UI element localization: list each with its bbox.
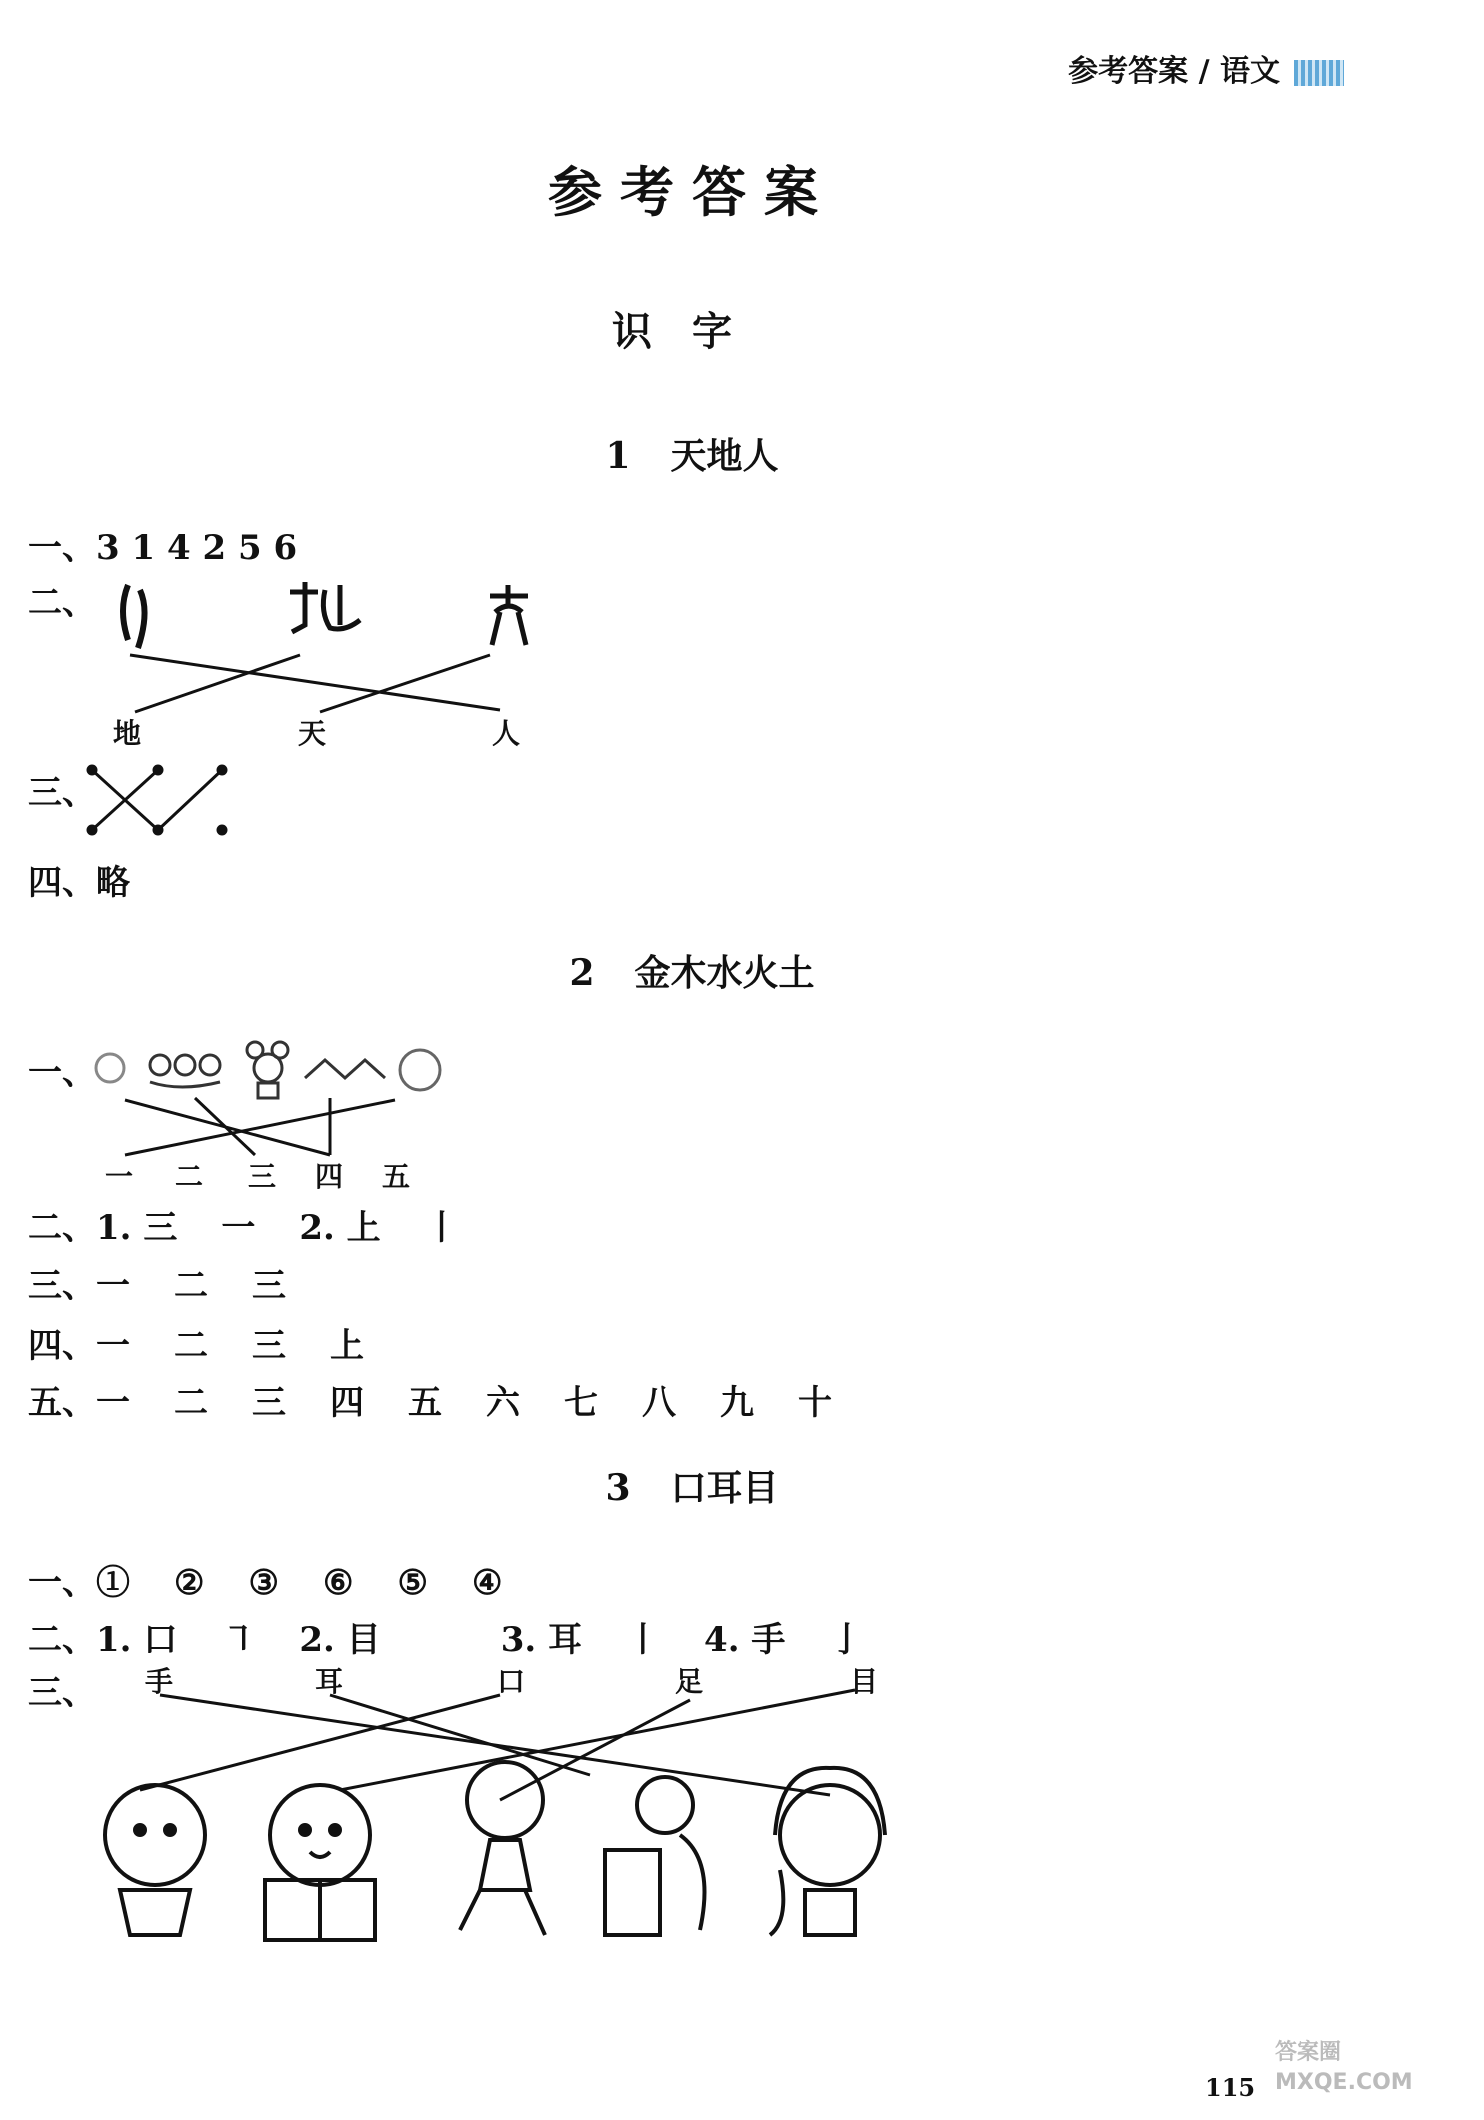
children-illustrations — [105, 1762, 885, 1940]
watermark-url: MXQE.COM — [1275, 2070, 1413, 2095]
lesson2-q1-bottom-0: 一 — [105, 1160, 134, 1193]
answer-part: 二、1. 口 — [28, 1620, 178, 1660]
watermark — [1275, 2038, 1413, 2098]
lesson1-q1: 一、3 1 4 2 5 6 — [28, 528, 298, 568]
answer-part: 丨 — [424, 1208, 459, 1248]
answer-part: 七 — [564, 1383, 598, 1423]
answer-part: 上 — [330, 1326, 364, 1366]
answer-part: ② — [174, 1563, 205, 1603]
lesson3-q3-top-3: 足 — [675, 1665, 704, 1698]
lesson-name: 金木水火土 — [634, 952, 815, 994]
lesson1-q3-label: 三、 — [28, 773, 96, 813]
lesson3-q3-top-1: 耳 — [315, 1665, 344, 1698]
lesson3-q3-top-4: 目 — [850, 1665, 879, 1698]
lesson2-q1-lines — [125, 1098, 395, 1155]
lesson2-q3 — [28, 1258, 286, 1307]
answer-part: 三、一 — [28, 1266, 130, 1306]
lesson2-q1-bottom-1: 二 — [175, 1160, 204, 1193]
answer-part: 二 — [174, 1326, 208, 1366]
lesson2-q1-bottom-2: 三 — [248, 1160, 277, 1193]
lesson-name: 天地人 — [670, 435, 779, 477]
answer-part: ④ — [471, 1563, 503, 1603]
lesson1-q4: 四、略 — [28, 863, 130, 903]
lesson-2-title — [0, 945, 1384, 996]
answer-part: 四 — [330, 1383, 364, 1423]
answer-part: ㇕ — [221, 1620, 256, 1660]
lesson1-q2-bottom-1: 天 — [298, 717, 327, 750]
watermark-text: 答案圈 — [1275, 2040, 1342, 2065]
lesson1-q3-cross — [88, 766, 226, 834]
section-subtitle: 识字 — [612, 308, 772, 355]
lesson3-q3-lines — [140, 1690, 855, 1800]
answer-part: 二 — [174, 1266, 208, 1306]
lesson-3-title — [0, 1460, 1384, 1511]
answer-part: 2. 目 — [299, 1620, 381, 1660]
lesson1-q2-bottom-2: 人 — [492, 717, 521, 750]
answer-part: ⑥ — [322, 1563, 354, 1603]
ancient-di-glyph — [290, 582, 360, 632]
answer-part: 4. 手 — [704, 1620, 786, 1660]
answer-part: 五、一 — [28, 1383, 130, 1423]
lesson2-q1-pictures — [96, 1042, 440, 1098]
lesson2-q1-label: 一、 — [28, 1053, 96, 1093]
lesson1-q2-bottom-0: 地 — [113, 717, 142, 750]
lesson1-q2-label: 二、 — [28, 583, 96, 623]
lesson2-q1-bottom-4: 五 — [382, 1160, 411, 1193]
ancient-ren-glyph — [123, 585, 145, 648]
header-text: 参考答案 / 语文 — [1068, 54, 1280, 89]
lesson2-q2 — [28, 1200, 459, 1249]
answer-part: ⑤ — [397, 1563, 428, 1603]
answer-part: 四、一 — [28, 1326, 130, 1366]
lesson3-q1 — [28, 1555, 502, 1604]
answer-part: 六 — [486, 1383, 520, 1423]
lesson3-q2 — [28, 1612, 863, 1661]
answer-part: 三 — [252, 1266, 286, 1306]
page-number: 115 — [1205, 2073, 1256, 2102]
answer-part: 3. 耳 — [500, 1620, 583, 1660]
answer-part: ③ — [248, 1563, 279, 1603]
answer-part: 三 — [252, 1383, 286, 1423]
lesson2-q4 — [28, 1318, 364, 1367]
answer-part: 三 — [252, 1326, 286, 1366]
lesson-name: 口耳目 — [670, 1467, 779, 1509]
answer-part: 五 — [408, 1383, 442, 1423]
lesson2-q1-bottom-3: 四 — [315, 1160, 344, 1193]
lesson3-q3-top-2: 口 — [497, 1665, 526, 1698]
answer-part: 一、① — [28, 1563, 130, 1603]
match-line — [135, 655, 300, 712]
lesson2-q5 — [28, 1375, 832, 1424]
answer-part: 八 — [642, 1383, 676, 1423]
lesson-number: 1 — [605, 435, 631, 477]
page-title: 参考答案 — [548, 160, 836, 224]
answer-part: 九 — [720, 1383, 754, 1423]
lesson-number: 3 — [605, 1467, 631, 1509]
answer-part: 丨 — [626, 1620, 661, 1660]
match-line — [130, 655, 500, 710]
answer-part: 2. 上 — [299, 1208, 381, 1248]
lesson3-q3-label: 三、 — [28, 1673, 96, 1713]
lesson3-q3-top-0: 手 — [145, 1665, 174, 1698]
answer-part: 亅 — [829, 1620, 864, 1660]
answer-part: 二 — [174, 1383, 208, 1423]
ancient-tian-glyph — [490, 585, 528, 645]
answer-part: 十 — [798, 1383, 832, 1423]
answer-part: 一 — [221, 1208, 256, 1248]
answer-part: 二、1. 三 — [28, 1208, 178, 1248]
lesson-number: 2 — [569, 952, 595, 994]
